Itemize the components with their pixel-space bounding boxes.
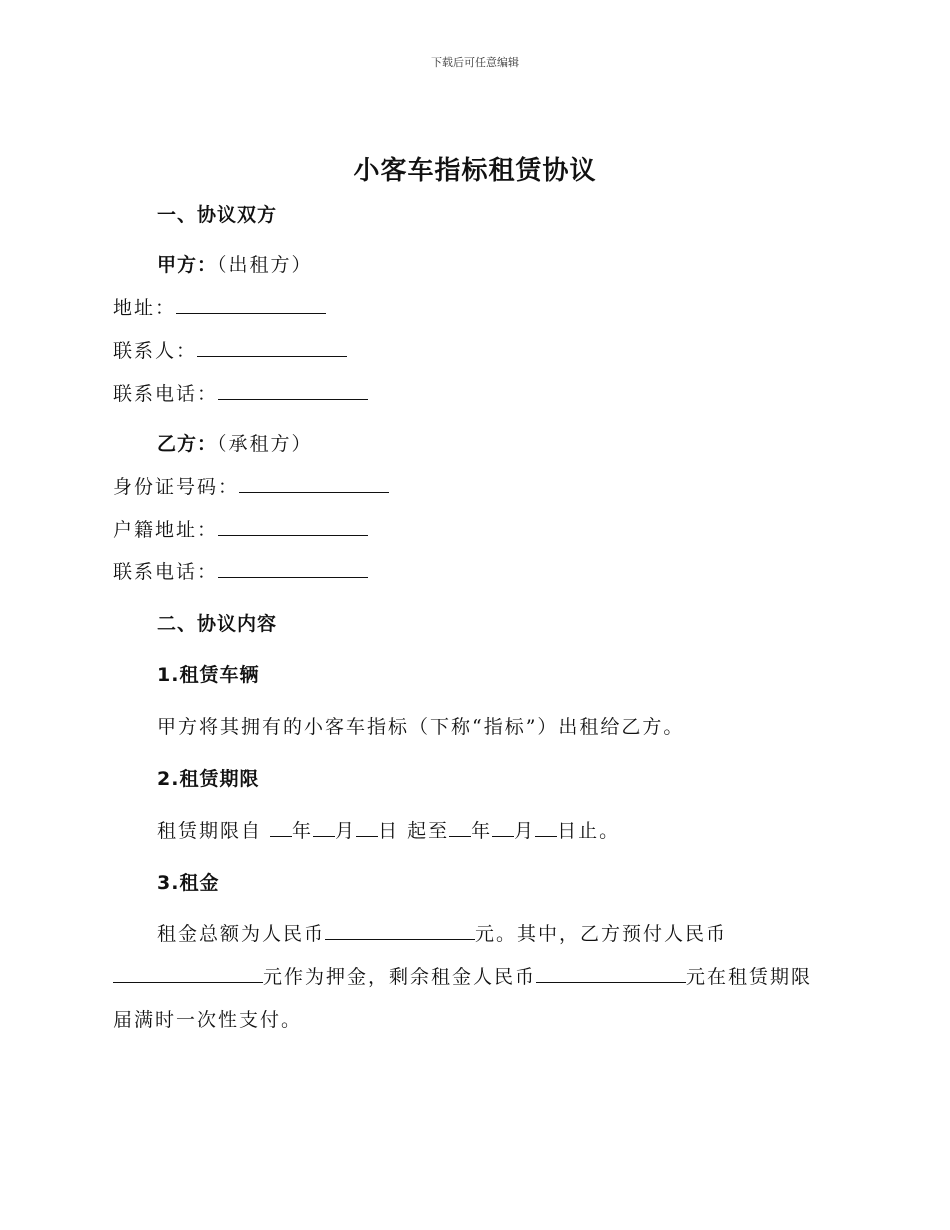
- start-year-blank[interactable]: [270, 818, 292, 837]
- start-month-blank[interactable]: [313, 818, 335, 837]
- field-label: 地址：: [113, 297, 177, 319]
- rent-line-1: [157, 919, 727, 946]
- address-blank[interactable]: [176, 295, 326, 314]
- prepay-text: 元。其中，乙方预付人民币: [475, 923, 728, 945]
- rent-total-text: 租金总额为人民币: [157, 923, 326, 945]
- section1-heading: 一、协议双方: [157, 204, 278, 226]
- item3-heading: 3.租金: [157, 872, 220, 894]
- party-a-contact-field: [113, 336, 347, 363]
- field-label: 联系电话：: [113, 383, 219, 405]
- rent-line-2: [113, 962, 812, 989]
- field-label: 联系人：: [113, 340, 198, 362]
- field-label: 身份证号码：: [113, 476, 240, 498]
- end-year-blank[interactable]: [449, 818, 471, 837]
- deposit-text: 元作为押金，剩余租金人民币: [263, 966, 537, 988]
- party-a-address-field: [113, 293, 326, 320]
- rent-total-blank[interactable]: [325, 921, 475, 940]
- party-b-role: （承租方）: [217, 433, 313, 455]
- party-b-line: [157, 429, 313, 456]
- document-title: 小客车指标租赁协议: [353, 156, 597, 186]
- end-day-blank[interactable]: [535, 818, 557, 837]
- party-b-phone-field: [113, 557, 368, 584]
- remaining-text: 元在租赁期限: [686, 966, 813, 988]
- contact-blank[interactable]: [197, 338, 347, 357]
- item1-text: 甲方将其拥有的小客车指标（下称“指标”）出租给乙方。: [157, 716, 685, 738]
- party-a-phone-field: [113, 379, 368, 406]
- item1-heading: 1.租赁车辆: [157, 664, 260, 686]
- year-label: 年: [471, 820, 493, 842]
- section2-heading: 二、协议内容: [157, 613, 278, 635]
- field-label: 户籍地址：: [113, 519, 219, 541]
- item2-heading: 2.租赁期限: [157, 768, 260, 790]
- party-a-line: [157, 250, 313, 277]
- year-label: 年: [292, 820, 314, 842]
- lease-term-text: 租赁期限自: [157, 820, 271, 842]
- month-label: 月: [335, 820, 357, 842]
- party-b-residence-field: [113, 515, 368, 542]
- field-label: 联系电话：: [113, 561, 219, 583]
- phone-blank[interactable]: [218, 381, 368, 400]
- rent-line-3: 届满时一次性支付。: [113, 1009, 303, 1031]
- deposit-blank[interactable]: [113, 964, 263, 983]
- end-month-blank[interactable]: [492, 818, 514, 837]
- header-note: 下载后可任意编辑: [431, 56, 519, 69]
- phone-blank[interactable]: [218, 559, 368, 578]
- party-a-role: （出租方）: [217, 254, 313, 276]
- day-end-label: 日止。: [557, 820, 621, 842]
- id-number-blank[interactable]: [239, 474, 389, 493]
- party-b-id-field: [113, 472, 389, 499]
- start-day-blank[interactable]: [356, 818, 378, 837]
- item2-text: [157, 816, 620, 843]
- party-a-label: 甲方：: [157, 254, 218, 276]
- month-label: 月: [514, 820, 536, 842]
- residence-blank[interactable]: [218, 517, 368, 536]
- remaining-rent-blank[interactable]: [536, 964, 686, 983]
- party-b-label: 乙方：: [157, 433, 218, 455]
- day-to-label: 日 起至: [378, 820, 450, 842]
